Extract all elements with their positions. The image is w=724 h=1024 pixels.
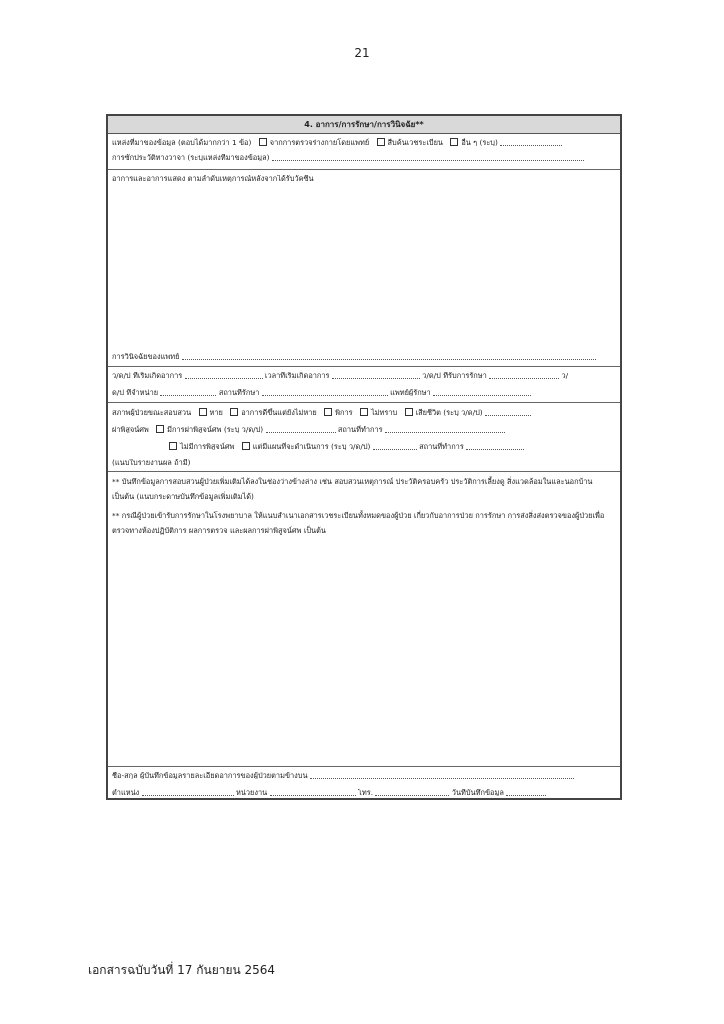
checkbox-deceased-label: เสียชีวิต	[415, 408, 441, 417]
position-label: ตำแหน่ง	[112, 789, 140, 797]
phone-field[interactable]	[375, 794, 449, 796]
treatment-place-label: สถานที่รักษา	[218, 389, 260, 397]
recorder-details-row	[112, 789, 616, 796]
diagnosis-field[interactable]	[182, 358, 596, 360]
treatment-place-field[interactable]	[262, 394, 388, 396]
divider	[108, 766, 620, 767]
interview-source-field[interactable]	[272, 159, 584, 161]
treat-date-tail: ว/	[561, 372, 569, 380]
onset-date-field[interactable]	[185, 377, 263, 379]
doctor-label: แพทย์ผู้รักษา	[390, 389, 431, 397]
death-date-label: (ระบุ ว/ด/ป)	[443, 408, 483, 417]
autopsy-place-field[interactable]	[385, 431, 505, 433]
onset-time-label: เวลาที่เริ่มเกิดอาการ	[264, 372, 330, 380]
checkbox-no-autopsy[interactable]	[169, 442, 177, 450]
section-title: 4. อาการ/การรักษา/การวินิจฉัย**	[108, 116, 620, 134]
checkbox-doctor-exam[interactable]	[259, 138, 267, 146]
diagnosis-row	[112, 353, 616, 360]
symptoms-label: อาการและอาการแสดง ตามลำดับเหตุการณ์หลังจากได้รับวัคซีน	[112, 175, 314, 183]
checkbox-doctor-exam-label: จากการตรวจร่างกายโดยแพทย์	[269, 138, 370, 147]
page-number: 21	[354, 46, 370, 60]
discharge-label: ด/ป ที่จำหน่าย	[112, 389, 159, 397]
divider	[108, 169, 620, 170]
checkbox-other[interactable]	[450, 138, 458, 146]
source-row	[112, 138, 616, 146]
position-field[interactable]	[142, 794, 234, 796]
checkbox-deceased[interactable]	[405, 408, 413, 416]
divider	[108, 471, 620, 472]
attach-report-note: (แนบใบรายงานผล ถ้ามี)	[112, 459, 191, 467]
checkbox-other-label: อื่น ๆ (ระบุ)	[461, 138, 498, 147]
record-date-label: วันที่บันทึกข้อมูล	[451, 789, 504, 797]
checkbox-recovered[interactable]	[199, 408, 207, 416]
other-source-field[interactable]	[500, 144, 562, 146]
unit-label: หน่วยงาน	[235, 789, 268, 797]
onset-date-label: ว/ด/ป ที่เริ่มเกิดอาการ	[112, 372, 183, 380]
treat-date-label: ว/ด/ป ที่รับการรักษา	[422, 372, 487, 380]
autopsy-row-1	[112, 425, 616, 433]
checkbox-autopsy-done-label: มีการผ่าพิสูจน์ศพ	[167, 425, 222, 434]
autopsy-row-2	[112, 442, 616, 450]
status-row	[112, 408, 616, 416]
recorder-name-row	[112, 772, 616, 779]
doctor-field[interactable]	[433, 394, 531, 396]
checkbox-improving-label: อาการดีขึ้นแต่ยังไม่หาย	[241, 408, 317, 417]
planned-place-label: สถานที่ทำการ	[419, 442, 464, 451]
note-hospital-records: ** กรณีผู้ป่วยเข้ารับการรักษาในโรงพยาบาล ให้แนบสำเนาเอกสารเวชระเบียนทั้งหมดของผู้ป่วย เกี่ยวกับอาการป่วย การรักษา การส่งสิ่งส่งตรวจของผู้ป่วยเพื่อตรวจทางห้องปฏิบัติการ ผลการตรวจ และผลการผ่าพิสูจน์ศพ เป็นต้น	[112, 511, 605, 535]
checkbox-autopsy-planned-label: แต่มีแผนที่จะดำเนินการ (ระบุ ว/ด/ป)	[252, 442, 371, 451]
recorder-name-label: ชื่อ-สกุล ผู้บันทึกข้อมูลรายละเอียดอาการของผู้ป่วยตามข้างบน	[112, 772, 308, 780]
onset-time-field[interactable]	[332, 377, 420, 379]
phone-label: โทร.	[357, 789, 374, 797]
death-date-field[interactable]	[485, 414, 531, 416]
symptoms-treatment-form	[106, 114, 622, 800]
checkbox-no-autopsy-label: ไม่มีการพิสูจน์ศพ	[180, 442, 235, 451]
dates-row-2	[112, 389, 616, 396]
record-date-field[interactable]	[506, 794, 546, 796]
checkbox-disabled[interactable]	[324, 408, 332, 416]
checkbox-unknown-label: ไม่ทราบ	[370, 408, 398, 417]
checkbox-autopsy-planned[interactable]	[242, 442, 250, 450]
divider	[108, 366, 620, 367]
checkbox-medical-record-label: สืบค้นเวชระเบียน	[387, 138, 443, 147]
treat-date-field[interactable]	[489, 377, 559, 379]
planned-date-field[interactable]	[373, 448, 417, 450]
autopsy-place-label: สถานที่ทำการ	[337, 425, 383, 434]
note-additional-investigation: ** บันทึกข้อมูลการสอบสวนผู้ป่วยเพิ่มเติมได้ลงในช่องว่างข้างล่าง เช่น สอบสวนเหตุการณ์ ประวัติครอบครัว ประวัติการเลี้ยงดู สิ่งแวดล้อมในและนอกบ้าน เป็นต้น (แนบกระดาษบันทึกข้อมูลเพิ่มเติมได้)	[112, 477, 593, 501]
checkbox-unknown[interactable]	[360, 408, 368, 416]
checkbox-recovered-label: หาย	[209, 408, 223, 417]
autopsy-date-label: (ระบุ ว/ด/ป)	[223, 425, 264, 434]
interview-label: การซักประวัติทางวาจา (ระบุแหล่งที่มาของข้อมูล)	[112, 154, 270, 162]
document-date-footer: เอกสารฉบับวันที่ 17 กันยายน 2564	[88, 963, 276, 977]
unit-field[interactable]	[270, 794, 356, 796]
dates-row-1	[112, 372, 616, 379]
autopsy-label: ผ่าพิสูจน์ศพ	[112, 425, 149, 434]
planned-place-field[interactable]	[466, 448, 524, 450]
checkbox-autopsy-done[interactable]	[156, 425, 164, 433]
autopsy-date-field[interactable]	[266, 431, 336, 433]
checkbox-medical-record[interactable]	[377, 138, 385, 146]
diagnosis-label: การวินิจฉัยของแพทย์	[112, 353, 180, 361]
checkbox-improving[interactable]	[230, 408, 238, 416]
divider	[108, 402, 620, 403]
recorder-name-field[interactable]	[310, 777, 574, 779]
discharge-field[interactable]	[160, 394, 216, 396]
source-label: แหล่งที่มาของข้อมูล (ตอบได้มากกว่า 1 ข้อ)	[112, 138, 252, 147]
interview-row	[112, 154, 616, 161]
checkbox-disabled-label: พิการ	[335, 408, 353, 417]
status-label: สภาพผู้ป่วยขณะสอบสวน	[112, 408, 192, 417]
